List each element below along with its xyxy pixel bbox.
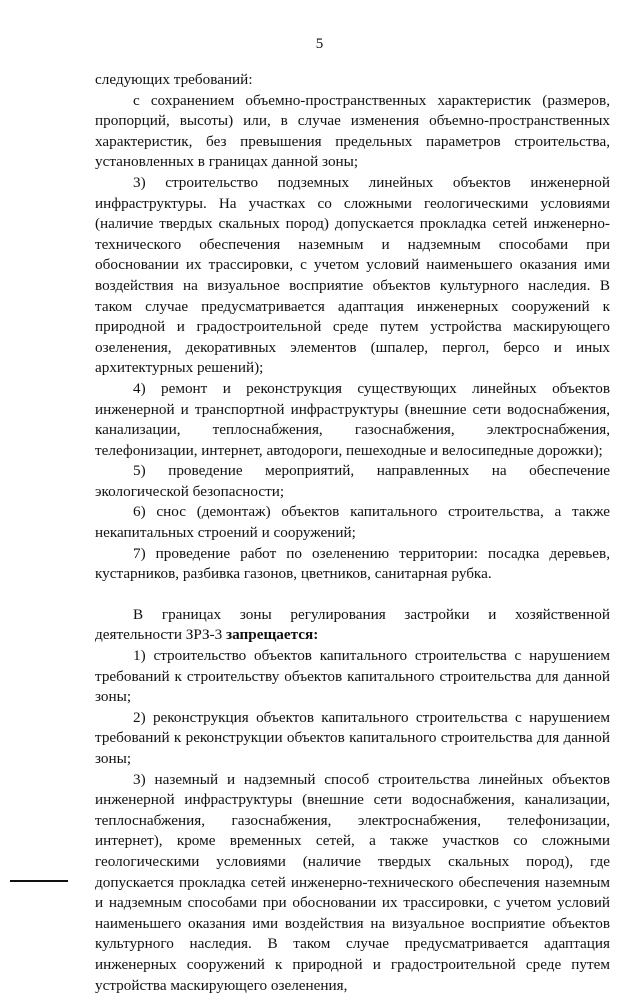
paragraph-continuation: следующих требований: [95, 71, 253, 88]
paragraph-item-7-landscaping: 7) проведение работ по озеленению территории: посадка деревьев, кустарников, разбивка газонов, цветников, санитарная рубка. [95, 544, 610, 583]
paragraph-item-6-demolition: 6) снос (демонтаж) объектов капитального строительства, а также некапитальных строений и сооружений; [95, 503, 610, 542]
paragraph-item-5-ecology: 5) проведение мероприятий, направленных на обеспечение экологической безопасности; [95, 462, 610, 500]
zone-prohibitions-text: В границах зоны регулирования застройки и хозяйственной деятельности ЗРЗ-3 [95, 605, 610, 644]
page-number: 5 [315, 36, 324, 52]
document-body [95, 70, 610, 996]
footer-rule [10, 880, 68, 882]
paragraph-prohibited-2-reconstruction: 2) реконструкция объектов капитального строительства с нарушением требований к реконструкции объектов капитального строительства для данной зоны; [95, 708, 610, 767]
prohibited-label: запрещается: [226, 626, 319, 644]
paragraph-zone-prohibitions [95, 605, 610, 646]
paragraph-prohibited-1-construction: 1) строительство объектов капитального строительства с нарушением требований к строительству объектов капитального строительства для данной зоны; [95, 647, 610, 706]
paragraph-gap [95, 585, 610, 605]
paragraph-volume-spatial: с сохранением объемно-пространственных характеристик (размеров, пропорций, высоты) или, в случае изменения объемно-пространственных характеристик, без превышения предельных параметров строительства, установленных в границах данной зоны; [95, 91, 610, 171]
paragraph-item-3-underground: 3) строительство подземных линейных объектов инженерной инфраструктуры. На участках со сложными геологическими условиями (наличие твердых скальных пород) допускается прокладка сетей инженерно-технического обеспечения наземным и надземным способами при обосновании их трассировки, с учетом условий наименьшего оказания ими воздействия на визуальное восприятие объектов культурного наследия. В таком случае предусматривается адаптация инженерных сооружений к природной и градостроительной среде путем устройства маскирующего озеленения, декоративных элементов (шпалер, пергол, берсо и иных архитектурных решений); [95, 173, 610, 377]
paragraph-item-4-repair: 4) ремонт и реконструкция существующих линейных объектов инженерной и транспортной инфраструктуры (внешние сети водоснабжения, канализации, теплоснабжения, газоснабжения, электроснабжения, телефонизации, интернет, автодороги, пешеходные и велосипедные дорожки); [95, 379, 610, 459]
paragraph-prohibited-3-linear-objects: 3) наземный и надземный способ строительства линейных объектов инженерной инфраструктуры (внешние сети водоснабжения, канализации, теплоснабжения, газоснабжения, электроснабжения, телефонизации, интернет), кроме временных сетей, а также участков со сложными геологическими условиями (наличие твердых скальных пород), где допускается прокладка сетей инженерно-технического обеспечения наземным и надземным способами при обосновании их трассировки, с учетом условий наименьшего оказания ими воздействия на визуальное восприятие объектов культурного наследия. В таком случае предусматривается адаптация инженерных сооружений к природной и градостроительной среде путем устройства маскирующего озеленения, [95, 770, 610, 994]
